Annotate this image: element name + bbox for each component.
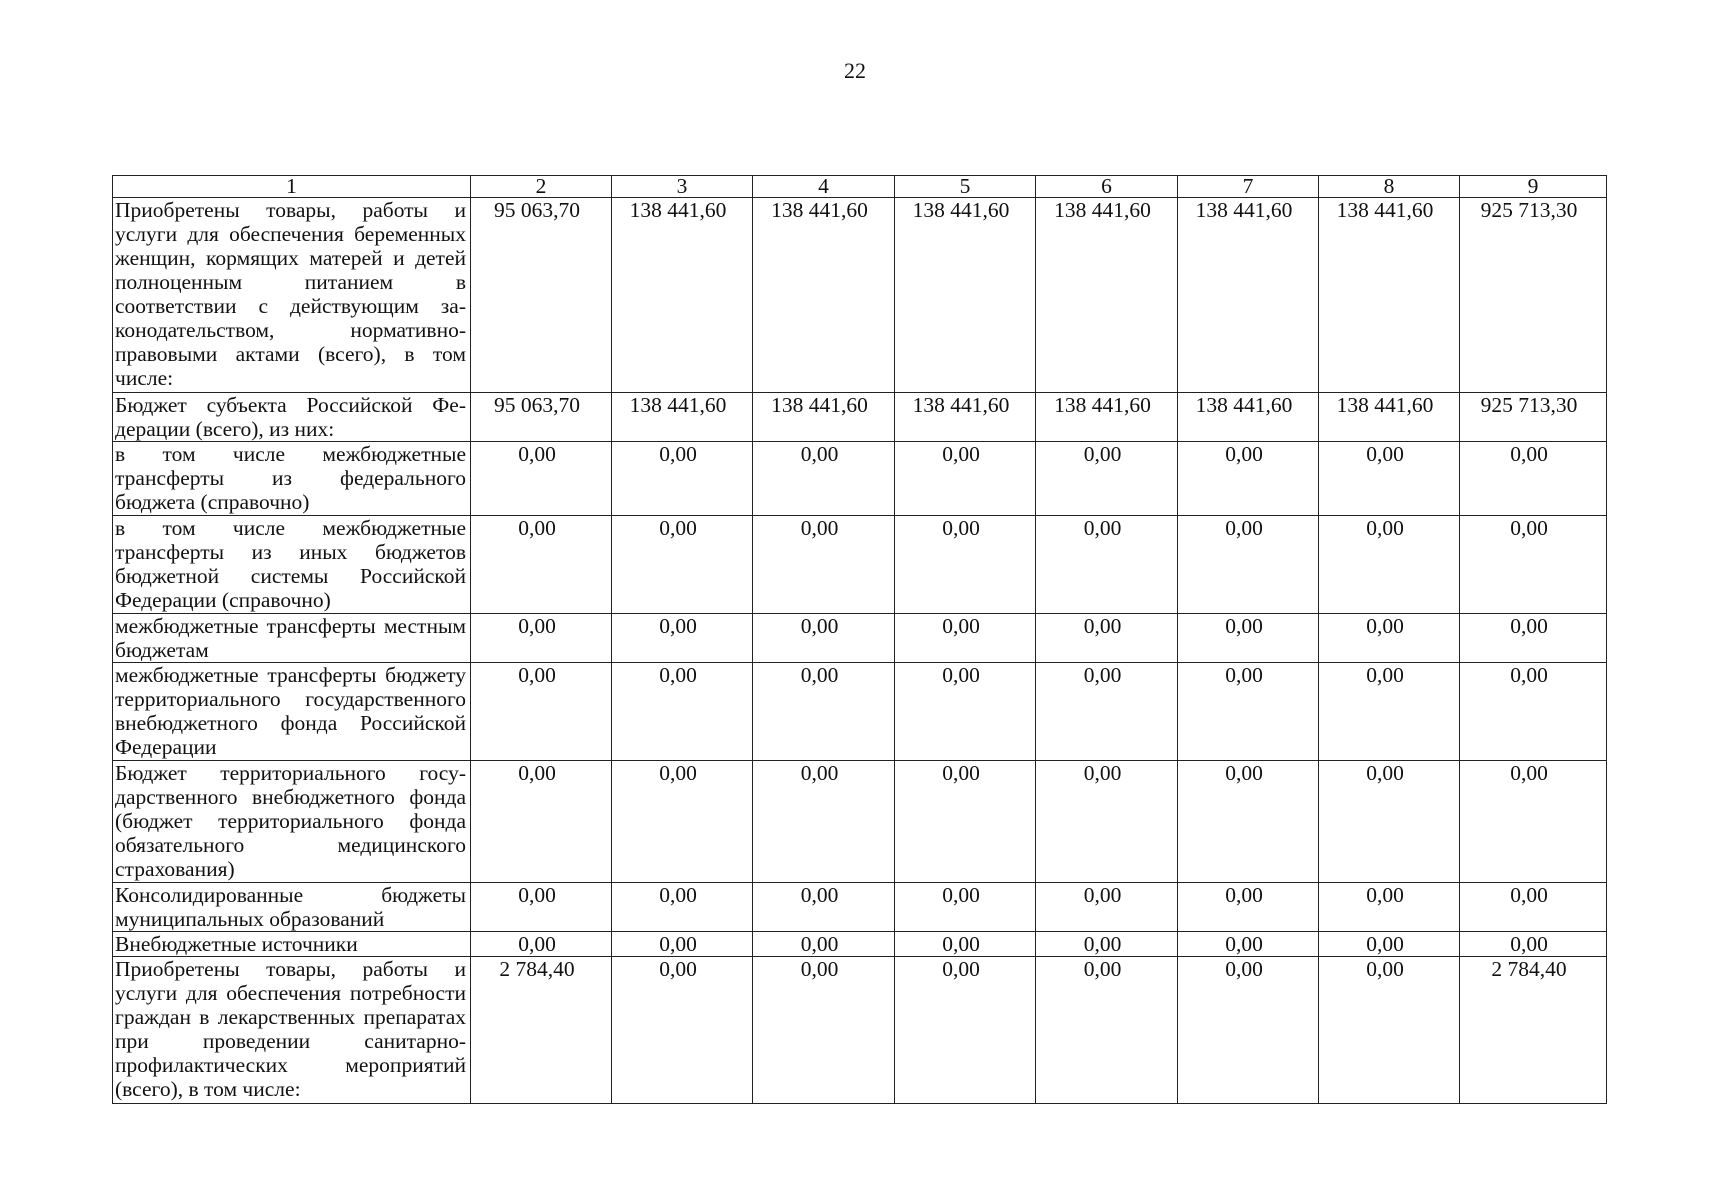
cell-value: 0,00: [1319, 614, 1460, 663]
cell-value: 138 441,60: [753, 393, 895, 442]
table-row: [113, 393, 1607, 442]
cell-value: 0,00: [1319, 932, 1460, 957]
cell-value: 0,00: [895, 932, 1036, 957]
cell-value: 2 784,40: [1460, 957, 1607, 1104]
column-number: 5: [895, 176, 1036, 198]
cell-value: 0,00: [1319, 663, 1460, 761]
cell-value: 138 441,60: [1178, 198, 1319, 393]
row-label: Бюджет территориального государственного внебюджетного фонда (бюджет территориального фонда обязательного медицинского страхования): [113, 761, 471, 883]
cell-value: 0,00: [1036, 442, 1178, 516]
cell-value: 138 441,60: [895, 198, 1036, 393]
cell-value: 0,00: [895, 761, 1036, 883]
row-label: Бюджет субъекта Российской Федерации (всего), из них:: [113, 393, 471, 442]
cell-value: 0,00: [612, 516, 753, 614]
column-number: 9: [1460, 176, 1607, 198]
cell-value: 0,00: [1460, 516, 1607, 614]
row-label: в том числе межбюджетные трансферты из иных бюджетов бюджетной системы Российской Федерации (справочно): [113, 516, 471, 614]
cell-value: 0,00: [1178, 883, 1319, 932]
cell-value: 0,00: [612, 761, 753, 883]
table-row: [113, 198, 1607, 393]
cell-value: 0,00: [753, 761, 895, 883]
cell-value: 95 063,70: [471, 393, 612, 442]
cell-value: 138 441,60: [1319, 393, 1460, 442]
cell-value: 138 441,60: [612, 198, 753, 393]
cell-value: 0,00: [1319, 883, 1460, 932]
cell-value: 0,00: [1319, 516, 1460, 614]
table-row: [113, 932, 1607, 957]
row-label: Внебюджетные источники: [113, 932, 471, 957]
cell-value: 0,00: [1036, 663, 1178, 761]
cell-value: 0,00: [753, 663, 895, 761]
cell-value: 0,00: [471, 614, 612, 663]
cell-value: 138 441,60: [753, 198, 895, 393]
cell-value: 0,00: [1036, 614, 1178, 663]
budget-table: [112, 175, 1607, 1104]
cell-value: 0,00: [471, 663, 612, 761]
cell-value: 0,00: [1178, 761, 1319, 883]
cell-value: 0,00: [1036, 957, 1178, 1104]
row-label: Приобретены товары, работы и услуги для обеспечения потребности граждан в лекарственных препаратах при проведении санитарно-профилактических мероприятий (всего), в том числе:: [113, 957, 471, 1104]
cell-value: 0,00: [1319, 761, 1460, 883]
cell-value: 0,00: [1460, 761, 1607, 883]
cell-value: 0,00: [1460, 932, 1607, 957]
cell-value: 0,00: [895, 663, 1036, 761]
cell-value: 0,00: [1036, 761, 1178, 883]
cell-value: 0,00: [753, 516, 895, 614]
cell-value: 925 713,30: [1460, 198, 1607, 393]
cell-value: 138 441,60: [1036, 393, 1178, 442]
cell-value: 0,00: [612, 614, 753, 663]
cell-value: 0,00: [1178, 614, 1319, 663]
row-label: Консолидированные бюджеты муниципальных образований: [113, 883, 471, 932]
cell-value: 0,00: [895, 614, 1036, 663]
cell-value: 0,00: [1460, 442, 1607, 516]
cell-value: 0,00: [895, 883, 1036, 932]
column-number: 2: [471, 176, 612, 198]
cell-value: 0,00: [753, 932, 895, 957]
table-row: [113, 663, 1607, 761]
cell-value: 0,00: [1460, 663, 1607, 761]
cell-value: 0,00: [612, 883, 753, 932]
cell-value: 0,00: [471, 516, 612, 614]
column-number: 3: [612, 176, 753, 198]
cell-value: 0,00: [1460, 614, 1607, 663]
cell-value: 138 441,60: [612, 393, 753, 442]
column-number: 8: [1319, 176, 1460, 198]
cell-value: 0,00: [612, 663, 753, 761]
cell-value: 0,00: [753, 883, 895, 932]
cell-value: 0,00: [895, 442, 1036, 516]
cell-value: 0,00: [612, 442, 753, 516]
cell-value: 0,00: [612, 932, 753, 957]
cell-value: 0,00: [471, 883, 612, 932]
page-number: 22: [844, 58, 866, 83]
cell-value: 138 441,60: [1036, 198, 1178, 393]
table-row: [113, 883, 1607, 932]
cell-value: 0,00: [753, 442, 895, 516]
cell-value: 0,00: [1460, 883, 1607, 932]
cell-value: 0,00: [895, 957, 1036, 1104]
cell-value: 0,00: [471, 932, 612, 957]
cell-value: 0,00: [1178, 442, 1319, 516]
table-row: [113, 516, 1607, 614]
cell-value: 925 713,30: [1460, 393, 1607, 442]
cell-value: 0,00: [471, 761, 612, 883]
column-number: 6: [1036, 176, 1178, 198]
cell-value: 0,00: [1178, 516, 1319, 614]
table-row: [113, 614, 1607, 663]
cell-value: 0,00: [1036, 932, 1178, 957]
cell-value: 0,00: [612, 957, 753, 1104]
column-number-row: [113, 176, 1607, 198]
cell-value: 0,00: [471, 442, 612, 516]
cell-value: 0,00: [1319, 442, 1460, 516]
table-row: [113, 442, 1607, 516]
cell-value: 138 441,60: [1178, 393, 1319, 442]
cell-value: 0,00: [753, 957, 895, 1104]
cell-value: 0,00: [1036, 516, 1178, 614]
cell-value: 138 441,60: [895, 393, 1036, 442]
column-number: 7: [1178, 176, 1319, 198]
table-row: [113, 761, 1607, 883]
row-label: межбюджетные трансферты местным бюджетам: [113, 614, 471, 663]
cell-value: 95 063,70: [471, 198, 612, 393]
cell-value: 0,00: [1319, 957, 1460, 1104]
cell-value: 2 784,40: [471, 957, 612, 1104]
row-label: межбюджетные трансферты бюджету территориального государственного внебюджетного фонда Российской Федерации: [113, 663, 471, 761]
cell-value: 0,00: [753, 614, 895, 663]
cell-value: 0,00: [1178, 957, 1319, 1104]
cell-value: 0,00: [1178, 663, 1319, 761]
row-label: в том числе межбюджетные трансферты из федерального бюджета (справочно): [113, 442, 471, 516]
cell-value: 0,00: [895, 516, 1036, 614]
column-number: 4: [753, 176, 895, 198]
cell-value: 138 441,60: [1319, 198, 1460, 393]
row-label: Приобретены товары, работы и услуги для обеспечения беременных женщин, кормящих матерей и детей полноценным питанием в соответствии с действующим законодательством, нормативно-правовыми актами (всего), в том числе:: [113, 198, 471, 393]
column-number: 1: [113, 176, 471, 198]
cell-value: 0,00: [1178, 932, 1319, 957]
table-row: [113, 957, 1607, 1104]
cell-value: 0,00: [1036, 883, 1178, 932]
